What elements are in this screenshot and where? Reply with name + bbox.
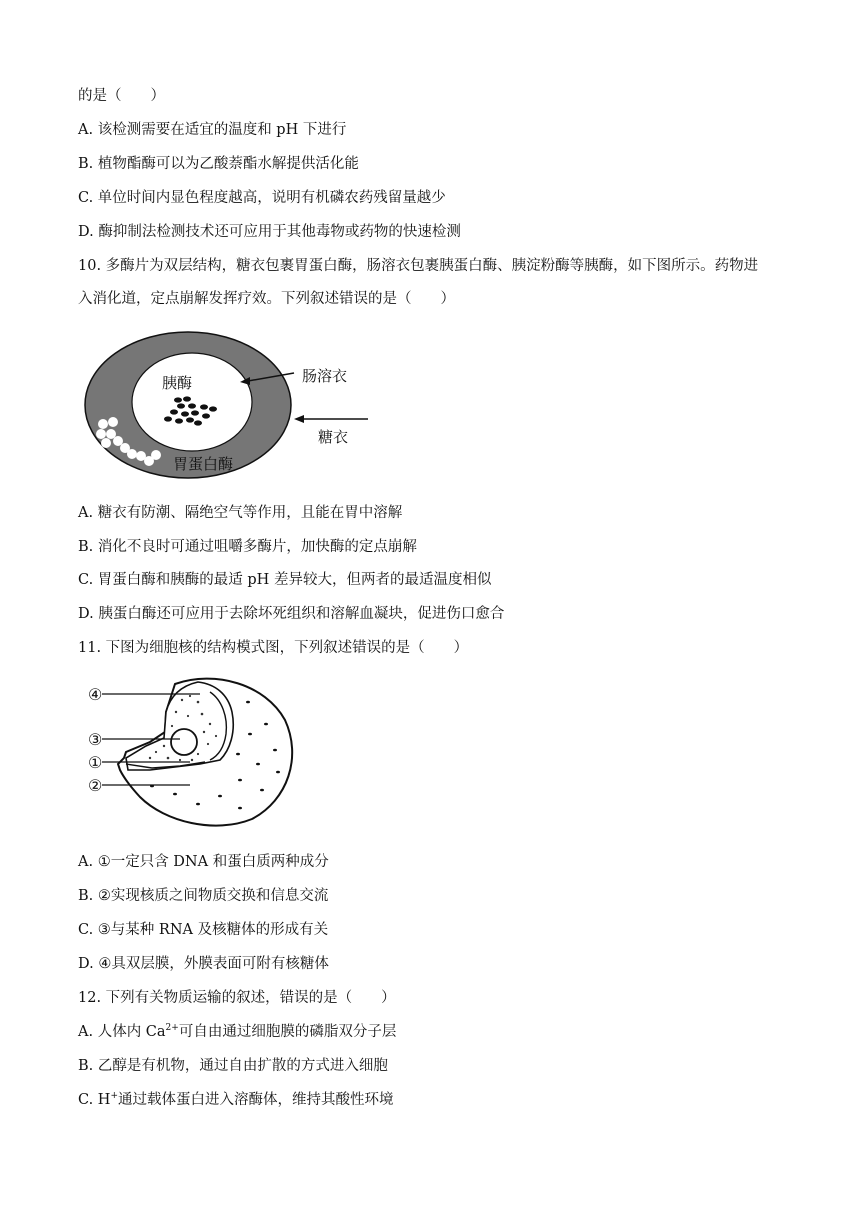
- label-2: ②: [88, 776, 103, 795]
- q9-option-c: C. 单位时间内显色程度越高，说明有机磷农药残留量越少: [78, 190, 446, 206]
- q9-option-d: D. 酶抑制法检测技术还可应用于其他毒物或药物的快速检测: [78, 224, 461, 240]
- q11-option-d: D. ④具双层膜，外膜表面可附有核糖体: [78, 956, 329, 972]
- pancreatic-enzyme-label: 胰酶: [161, 374, 193, 392]
- sugar-arrowhead: [294, 415, 304, 423]
- q10-stem-line1: 10. 多酶片为双层结构，糖衣包裹胃蛋白酶，肠溶衣包裹胰蛋白酶、胰淀粉酶等胰酶，如下图所示。药物进: [78, 258, 759, 274]
- q12a-superscript: 2+: [165, 1023, 179, 1033]
- tablet-figure: [80, 330, 380, 490]
- q12c-superscript: +: [110, 1091, 118, 1101]
- q11-option-a: A. ①一定只含 DNA 和蛋白质两种成分: [78, 854, 329, 870]
- q9-option-a: A. 该检测需要在适宜的温度和 pH 下进行: [78, 122, 347, 138]
- q10-option-b: B. 消化不良时可通过咀嚼多酶片，加快酶的定点崩解: [78, 539, 417, 555]
- q10-option-d: D. 胰蛋白酶还可应用于去除坏死组织和溶解血凝块，促进伤口愈合: [78, 606, 505, 622]
- q12c-text-post: 通过载体蛋白进入溶酶体，维持其酸性环境: [118, 1092, 394, 1108]
- sugar-coat-label: 糖衣: [318, 428, 349, 446]
- q10-stem-line2: 入消化道，定点崩解发挥疗效。下列叙述错误的是（ ）: [78, 291, 455, 307]
- pepsin-label: 胃蛋白酶: [172, 455, 234, 473]
- label-3: ③: [88, 730, 103, 749]
- q9-stem-end: 的是（ ）: [78, 88, 165, 104]
- nucleus-cutaway: [126, 682, 233, 770]
- q12-stem: 12. 下列有关物质运输的叙述，错误的是（ ）: [78, 990, 396, 1006]
- nucleus-figure: [80, 672, 320, 834]
- q9-option-b: B. 植物酯酶可以为乙酸萘酯水解提供活化能: [78, 156, 359, 172]
- nucleolus: [171, 729, 197, 755]
- enteric-core: [132, 353, 252, 451]
- q11-option-b: B. ②实现核质之间物质交换和信息交流: [78, 888, 329, 904]
- q12a-text-pre: A. 人体内 Ca: [78, 1024, 166, 1040]
- q11-stem: 11. 下图为细胞核的结构模式图，下列叙述错误的是（ ）: [78, 640, 469, 656]
- q12-option-c: [78, 1090, 394, 1110]
- q11-option-c: C. ③与某种 RNA 及核糖体的形成有关: [78, 922, 329, 938]
- enteric-coat-label: 肠溶衣: [302, 367, 348, 385]
- q12-option-a: [78, 1022, 396, 1042]
- q12-option-b: B. 乙醇是有机物，通过自由扩散的方式进入细胞: [78, 1058, 388, 1074]
- q10-option-a: A. 糖衣有防潮、隔绝空气等作用，且能在胃中溶解: [78, 505, 403, 521]
- q12a-text-post: 可自由通过细胞膜的磷脂双分子层: [178, 1024, 397, 1040]
- label-1: ①: [88, 753, 103, 772]
- q12c-text-pre: C. H: [78, 1092, 111, 1108]
- q10-option-c: C. 胃蛋白酶和胰酶的最适 pH 差异较大，但两者的最适温度相似: [78, 572, 492, 588]
- label-4: ④: [88, 685, 103, 704]
